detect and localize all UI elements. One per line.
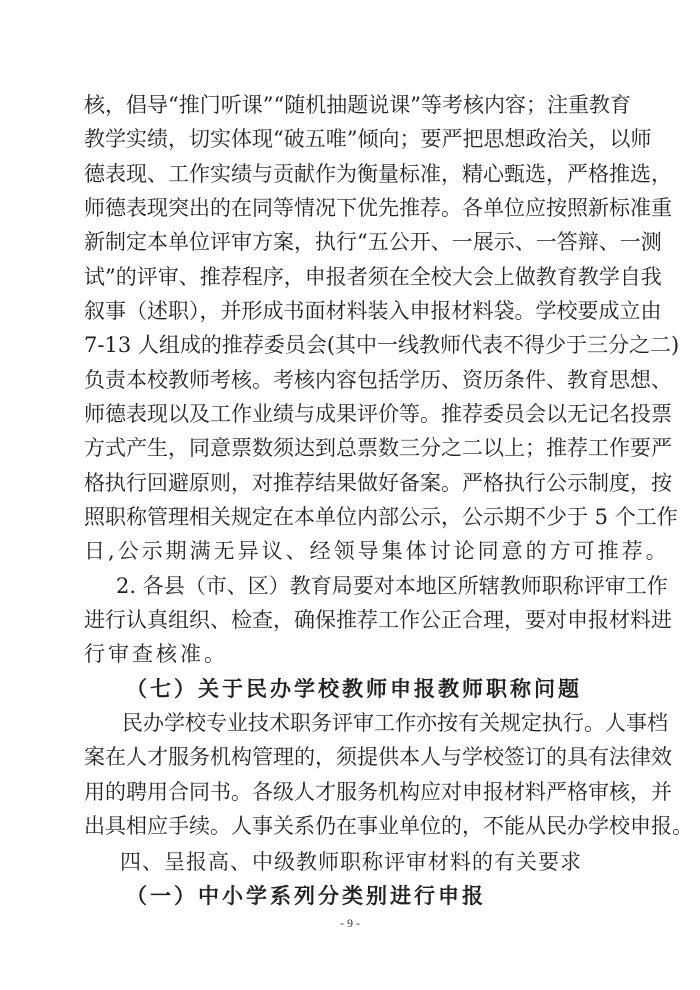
body-text-line: 民办学校专业技术职务评审工作亦按有关规定执行。人事档 (122, 711, 668, 735)
body-text-line: 进行认真组织、检查，确保推荐工作公正合理，要对申报材料进 (84, 608, 672, 632)
body-text-line: 案在人才服务机构管理的，须提供本人与学校签订的具有法律效 (84, 745, 672, 769)
page-number: - 9 - (340, 916, 360, 930)
body-text-line: 2. 各县（市、区）教育局要对本地区所辖教师职称评审工作 (116, 574, 668, 598)
body-text-line: 德表现、工作实绩与贡献作为衡量标准，精心甄选，严格推选， (84, 162, 672, 186)
chapter-heading: 四、呈报高、中级教师职称评审材料的有关要求 (120, 850, 582, 874)
body-text-line: 格执行回避原则，对推荐结果做好备案。严格执行公示制度，按 (84, 471, 672, 495)
body-text-line: 核，倡导“推门听课”“随机抽题说课”等考核内容；注重教育 (84, 93, 631, 117)
body-text-line: 叙事（述职），并形成书面材料装入申报材料袋。学校要成立由 (84, 299, 662, 323)
body-text-line: 行审查核准。 (84, 642, 228, 666)
body-text-line: 日,公示期满无异议、经领导集体讨论同意的方可推荐。 (84, 539, 670, 563)
body-text-line: 方式产生，同意票数须达到总票数三分之二以上；推荐工作要严 (84, 436, 672, 460)
body-text-line: 师德表现突出的在同等情况下优先推荐。各单位应按照新标准重 (84, 196, 672, 220)
body-text-line: 7-13 人组成的推荐委员会(其中一线教师代表不得少于三分之二) (84, 333, 680, 357)
body-text-line: 新制定本单位评审方案，执行“五公开、一展示、一答辩、一测 (84, 230, 662, 254)
body-text-line: 师德表现以及工作业绩与成果评价等。推荐委员会以无记名投票 (84, 402, 672, 426)
section-heading: （七）关于民办学校教师申报教师职称问题 (126, 676, 582, 701)
body-text-line: 出具相应手续。人事关系仍在事业单位的，不能从民办学校申报。 (84, 814, 693, 838)
body-text-line: 教学实绩，切实体现“破五唯”倾向；要严把思想政治关，以师 (84, 127, 652, 151)
subsection-heading: （一）中小学系列分类别进行申报 (126, 883, 486, 908)
body-text-line: 试”的评审、推荐程序，申报者须在全校大会上做教育教学自我 (84, 265, 662, 289)
body-text-line: 用的聘用合同书。各级人才服务机构应对申报材料严格审核，并 (84, 780, 672, 804)
body-text-line: 负责本校教师考核。考核内容包括学历、资历条件、教育思想、 (84, 368, 672, 392)
body-text-line: 照职称管理相关规定在本单位内部公示，公示期不少于 5 个工作 (84, 505, 678, 529)
